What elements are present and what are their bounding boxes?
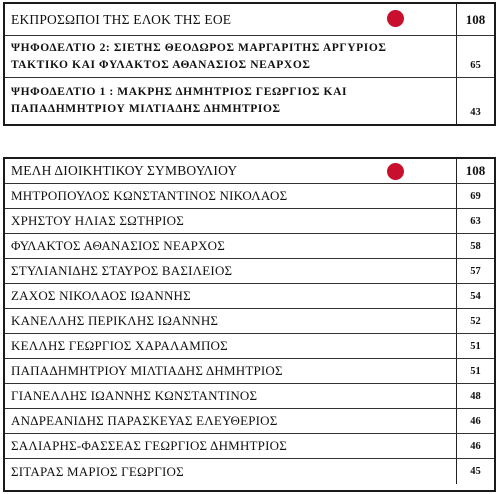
red-dot-marker [387,163,404,180]
total-votes: 108 [456,159,494,183]
vote-count: 48 [456,384,494,408]
ballot-line: ΨΗΦΟΔΕΛΤΙΟ 1 : ΜΑΚΡΗΣ ΔΗΜΗΤΡΙΟΣ ΓΕΩΡΓΙΟΣ ΚΑΙ [11,86,348,98]
ballot-line: ΤΑΚΤΙΚΟ ΚΑΙ ΦΥΛΑΚΤΟΣ ΑΘΑΝΑΣΙΟΣ ΝΕΑΡΧΟΣ [11,58,311,71]
ballot-line: ΠΑΠΑΔΗΜΗΤΡΙΟΥ ΜΙΛΤΙΑΔΗΣ ΔΗΜΗΤΡΙΟΣ [11,103,281,115]
table-row [5,359,494,384]
table-row [5,184,494,209]
candidate-name: ΣΤΥΛΙΑΝΙΔΗΣ ΣΤΑΥΡΟΣ ΒΑΣΙΛΕΙΟΣ [11,263,233,278]
table-row [5,409,494,434]
table-row [5,259,494,284]
table-row [5,334,494,359]
table-row [5,384,494,409]
table-row [5,234,494,259]
vote-count: 45 [456,459,494,484]
table-header-row [5,4,494,36]
table-header-row [5,159,494,184]
vote-count: 65 [456,36,494,77]
vote-count: 51 [456,359,494,383]
table-title-cell [5,159,456,183]
table-title: ΕΚΠΡΟΣΩΠΟΙ ΤΗΣ ΕΛΟΚ ΤΗΣ ΕΟΕ [11,11,232,27]
board-members-table [3,157,496,492]
vote-count: 46 [456,409,494,433]
table-row [5,309,494,334]
candidate-name: ΠΑΠΑΔΗΜΗΤΡΙΟΥ ΜΙΛΤΙΑΔΗΣ ΔΗΜΗΤΡΙΟΣ [11,363,283,378]
elok-representatives-table [3,2,496,126]
candidate-name: ΖΑΧΟΣ ΝΙΚΟΛΑΟΣ ΙΩΑΝΝΗΣ [11,288,191,303]
candidate-name: ΑΝΔΡΕΑΝΙΔΗΣ ΠΑΡΑΣΚΕΥΑΣ ΕΛΕΥΘΕΡΙΟΣ [11,413,278,428]
table-row [5,284,494,309]
candidate-name: ΚΕΛΛΗΣ ΓΕΩΡΓΙΟΣ ΧΑΡΑΛΑΜΠΟΣ [11,338,228,353]
vote-count: 63 [456,209,494,233]
vote-count: 51 [456,334,494,358]
ballot-cell [5,36,456,77]
ballot-line: ΨΗΦΟΔΕΛΤΙΟ 2: ΣΙΕΤΗΣ ΘΕΟΔΩΡΟΣ ΜΑΡΓΑΡΙΤΗΣ ΑΡΓΥΡΙΟΣ [11,41,387,54]
table-title: ΜΕΛΗ ΔΙΟΙΚΗΤΙΚΟΥ ΣΥΜΒΟΥΛΙΟΥ [11,163,238,178]
table-row [5,459,494,484]
table-row [5,209,494,234]
candidate-name: ΣΙΤΑΡΑΣ ΜΑΡΙΟΣ ΓΕΩΡΓΙΟΣ [11,463,184,479]
candidate-name: ΜΗΤΡΟΠΟΥΛΟΣ ΚΩΝΣΤΑΝΤΙΝΟΣ ΝΙΚΟΛΑΟΣ [11,188,288,203]
table-row [5,434,494,459]
vote-count: 46 [456,434,494,458]
table-row [5,36,494,78]
table-title-cell [5,4,456,35]
candidate-name: ΚΑΝΕΛΛΗΣ ΠΕΡΙΚΛΗΣ ΙΩΑΝΝΗΣ [11,313,219,328]
vote-count: 43 [456,78,494,124]
vote-count: 69 [456,184,494,208]
vote-count: 57 [456,259,494,283]
red-dot-marker [387,10,404,27]
total-votes: 108 [456,4,494,35]
vote-count: 58 [456,234,494,258]
candidate-name: ΦΥΛΑΚΤΟΣ ΑΘΑΝΑΣΙΟΣ ΝΕΑΡΧΟΣ [11,238,225,253]
table-row [5,78,494,124]
candidate-name: ΣΑΛΙΑΡΗΣ-ΦΑΣΣΕΑΣ ΓΕΩΡΓΙΟΣ ΔΗΜΗΤΡΙΟΣ [11,438,287,453]
vote-count: 52 [456,309,494,333]
ballot-cell [5,78,456,124]
vote-count: 54 [456,284,494,308]
candidate-name: ΧΡΗΣΤΟΥ ΗΛΙΑΣ ΣΩΤΗΡΙΟΣ [11,213,184,228]
candidate-name: ΓΙΑΝΕΛΛΗΣ ΙΩΑΝΝΗΣ ΚΩΝΣΤΑΝΤΙΝΟΣ [11,388,258,403]
